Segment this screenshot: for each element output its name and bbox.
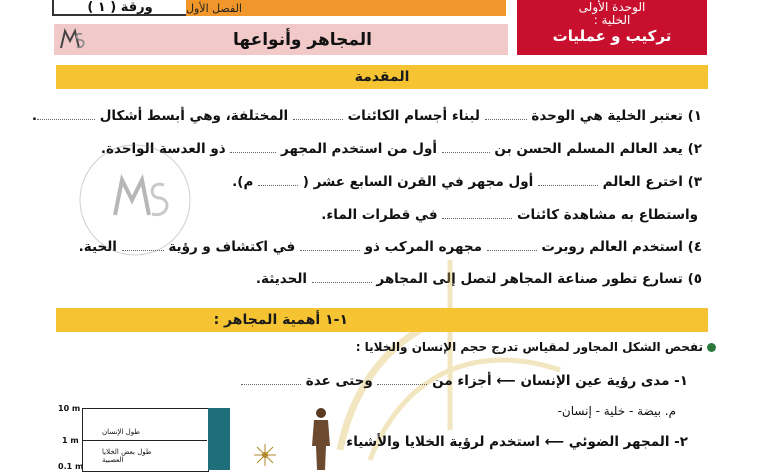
example-text: م. بيضة - خلية - إنسان- [557, 404, 676, 418]
intro-section-header [56, 65, 708, 89]
scale-figure [58, 400, 318, 470]
intro-line-3 [232, 173, 702, 190]
line-text: الحية. [78, 239, 117, 255]
line-text: ذو العدسة الواحدة. [100, 141, 226, 157]
unit-subtitle: تركيب و عمليات [552, 27, 672, 45]
line-text: تعتبر الخلية هي الوحدة [531, 108, 683, 124]
scale-line [82, 440, 207, 441]
blank [37, 107, 95, 120]
author-watermark [60, 140, 210, 260]
intro-heading: المقدمة [354, 69, 410, 85]
importance-section-header [56, 308, 708, 332]
line-number: ٥) [687, 271, 702, 287]
scale-label: 10 m [58, 404, 81, 413]
lesson-title: المجاهر وأنواعها [232, 29, 372, 50]
blank [293, 107, 343, 120]
scale-label: 1 m [62, 436, 79, 445]
human-figure-icon [306, 406, 336, 470]
line-text: أول من استخدم المجهر [281, 141, 438, 157]
importance-item-1-example [558, 404, 676, 418]
item-text: وحتى عدة [305, 373, 373, 389]
chapter-bar [186, 0, 506, 16]
blank [442, 206, 512, 219]
line-text: واستطاع به مشاهدة كائنات [516, 207, 698, 223]
line-number: ٢) [687, 141, 702, 157]
line-text: المختلفة، وهي أبسط أشكال [99, 108, 289, 124]
blank [258, 173, 298, 186]
blank [241, 372, 301, 385]
blank [442, 140, 490, 153]
scale-label: 0.1 m [58, 462, 84, 471]
line-text: استخدم العالم روبرت [541, 239, 683, 255]
line-text: أول مجهر في القرن السابع عشر ( [302, 174, 534, 190]
instruction-text: تفحص الشكل المجاور لمقياس تدرج حجم الإنسان والخلايا : [355, 340, 703, 354]
ms-logo-icon [58, 26, 86, 53]
blank [377, 372, 427, 385]
line-text: مجهره المركب ذو [364, 239, 482, 255]
bar-label: طول الإنسان [102, 428, 140, 436]
line-number: ٣) [687, 174, 702, 190]
blank [230, 140, 276, 153]
line-number: ١) [687, 108, 702, 124]
unit-line: الوحدة الأولى [578, 0, 646, 14]
arrow-icon: ⟵ [544, 434, 565, 450]
item-text: أجزاء من [432, 373, 492, 389]
instruction-line [356, 340, 716, 354]
item-text: ٢- المجهر الضوئي [568, 434, 688, 450]
line-text: تسارع تطور صناعة المجاهر لتصل إلى المجاهر [376, 271, 683, 287]
neuron-icon [254, 444, 276, 466]
importance-item-2 [346, 434, 688, 450]
line-text: لبناء أجسام الكائنات [347, 108, 480, 124]
unit-name: الخلية : [593, 13, 631, 27]
chapter-label: الفصل الأول [186, 1, 242, 15]
line-text: م). [232, 174, 254, 190]
item-text: ١- مدى رؤية عين الإنسان [520, 373, 688, 389]
sheet-number-label: ورقة ( ١ ) [52, 0, 188, 16]
item-text: استخدم لرؤية الخلايا والأشياء [346, 434, 540, 450]
blank [538, 173, 598, 186]
line-text: . [31, 108, 37, 124]
importance-item-1 [241, 372, 688, 389]
line-number: ٤) [687, 239, 702, 255]
line-text: يعد العالم المسلم الحسن بن [494, 141, 683, 157]
bar-label: طول بعض الخلايا العصبية [102, 448, 152, 464]
line-text: في اكتشاف و رؤية [168, 239, 296, 255]
intro-line-3b [321, 206, 698, 223]
bullet-icon [707, 343, 716, 352]
arrow-icon: ⟵ [496, 373, 516, 389]
line-text: في قطرات الماء. [321, 207, 438, 223]
scale-color-bar [208, 408, 230, 470]
lesson-title-bar [54, 24, 508, 55]
intro-line-1 [32, 107, 702, 124]
unit-box [517, 0, 707, 55]
line-text: الحديثة. [255, 271, 308, 287]
line-text: اخترع العالم [602, 174, 683, 190]
importance-heading: ١-١ أهمية المجاهر : [213, 312, 348, 328]
blank [485, 107, 527, 120]
